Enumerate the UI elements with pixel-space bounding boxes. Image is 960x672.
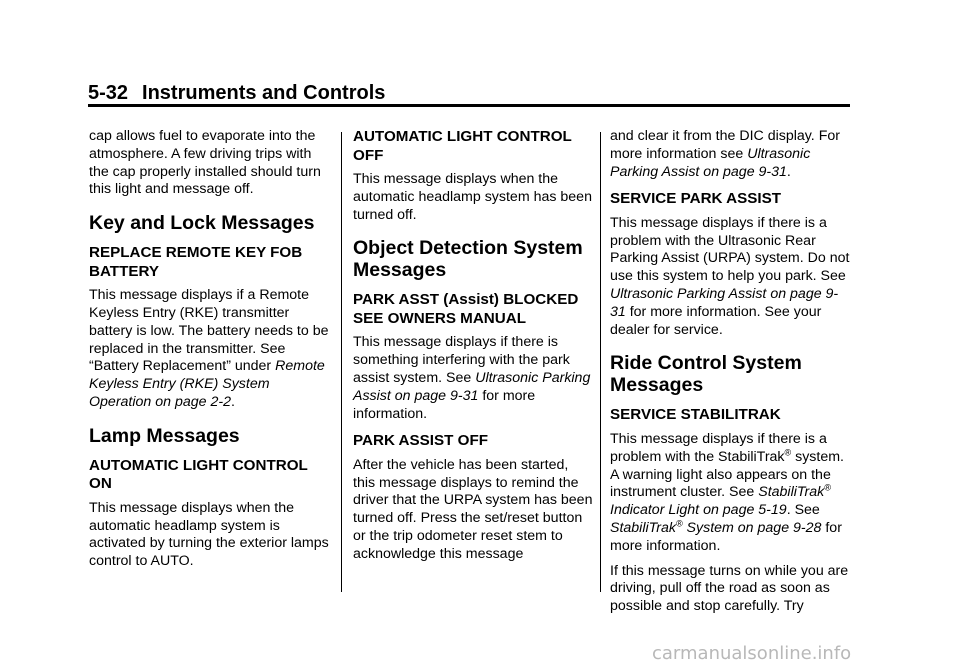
link-text: System on page 9-28 (682, 519, 822, 536)
registered-mark: ® (824, 482, 831, 493)
link-text: StabiliTrak (610, 519, 676, 536)
text: system. A warning light also appears on the instrument cluster. See (610, 448, 844, 501)
paragraph (610, 215, 850, 340)
column-3 (610, 128, 850, 623)
watermark: carmanualsonline.info (652, 643, 852, 664)
subsection-heading: REPLACE REMOTE KEY FOB BATTERY (89, 244, 303, 280)
link-text: Indicator Light on page 5-19 (610, 502, 787, 519)
text: This message displays if there is a problem with the Ultrasonic Rear Parking Assist (URPA) system. Do not use this system to help you park. See (610, 214, 850, 285)
text: and clear it from the DIC display. For more information see (610, 128, 840, 162)
page-number: 5-32 (88, 82, 129, 104)
paragraph: After the vehicle has been started, this message displays to remind the driver that the URPA system has been turned off. Press the set/reset button or the trip odometer reset stem to acknowledge this message (353, 456, 593, 562)
cross-reference-link[interactable]: Ultrasonic Parking Assist on page 9-31 (610, 145, 811, 180)
paragraph: This message displays when the automatic headlamp system has been turned off. (353, 171, 592, 223)
paragraph (89, 287, 329, 412)
cross-reference-link[interactable]: Ultrasonic Parking Assist on page 9-31 (610, 286, 839, 320)
subsection-heading: AUTOMATIC LIGHT CONTROL OFF (353, 128, 572, 164)
column-divider (600, 132, 601, 592)
text: for more information. (610, 519, 842, 554)
subsection-heading: PARK ASSIST OFF (353, 432, 489, 450)
subsection-heading: PARK ASST (Assist) BLOCKED SEE OWNERS MANUAL (353, 291, 579, 327)
paragraph (610, 431, 850, 556)
subsection-heading: SERVICE STABILITRAK (610, 406, 781, 424)
text: for more information. (353, 387, 536, 422)
subsection-heading: AUTOMATIC LIGHT CONTROL ON (89, 456, 308, 493)
section-heading: Lamp Messages (89, 424, 240, 447)
registered-mark: ® (784, 447, 792, 458)
paragraph (353, 334, 593, 423)
text: This message displays if there is a problem with the StabiliTrak (610, 430, 827, 465)
text: This message displays if there is something interfering with the park assist system. See (353, 334, 570, 386)
section-heading: Ride Control System Messages (610, 352, 802, 397)
text: . See (786, 502, 820, 519)
text: . (786, 163, 791, 180)
chapter-title: Instruments and Controls (142, 82, 386, 104)
paragraph: This message displays when the automatic headlamp system is activated by turning the exterior lamps control to AUTO. (89, 499, 329, 570)
header-rule (88, 104, 850, 107)
subsection-heading: SERVICE PARK ASSIST (610, 190, 782, 208)
cross-reference-link[interactable] (610, 520, 821, 536)
text: This message displays if a Remote Keyless Entry (RKE) transmitter battery is low. The battery needs to be replaced in the transmitter. See “Battery Replacement” under (89, 287, 329, 375)
cross-reference-link[interactable]: Ultrasonic Parking Assist on page 9-31 (353, 369, 591, 404)
column-2 (353, 128, 593, 571)
section-heading: Object Detection System Messages (353, 237, 583, 282)
text: for more information. See your dealer for service. (610, 303, 822, 338)
page-header (88, 82, 385, 105)
link-text: StabiliTrak (758, 484, 825, 501)
paragraph: If this message turns on while you are driving, pull off the road as soon as possible and stop carefully. Try (610, 562, 849, 615)
column-1 (89, 128, 329, 578)
text: . (230, 393, 235, 410)
paragraph (610, 128, 850, 181)
section-heading: Key and Lock Messages (89, 212, 315, 235)
registered-mark: ® (675, 518, 683, 529)
column-divider (341, 132, 342, 592)
paragraph: cap allows fuel to evaporate into the atmosphere. A few driving trips with the cap properly installed should turn this light and message off. (89, 128, 321, 198)
cross-reference-link[interactable]: Remote Keyless Entry (RKE) System Operation on page 2-2 (89, 358, 325, 410)
